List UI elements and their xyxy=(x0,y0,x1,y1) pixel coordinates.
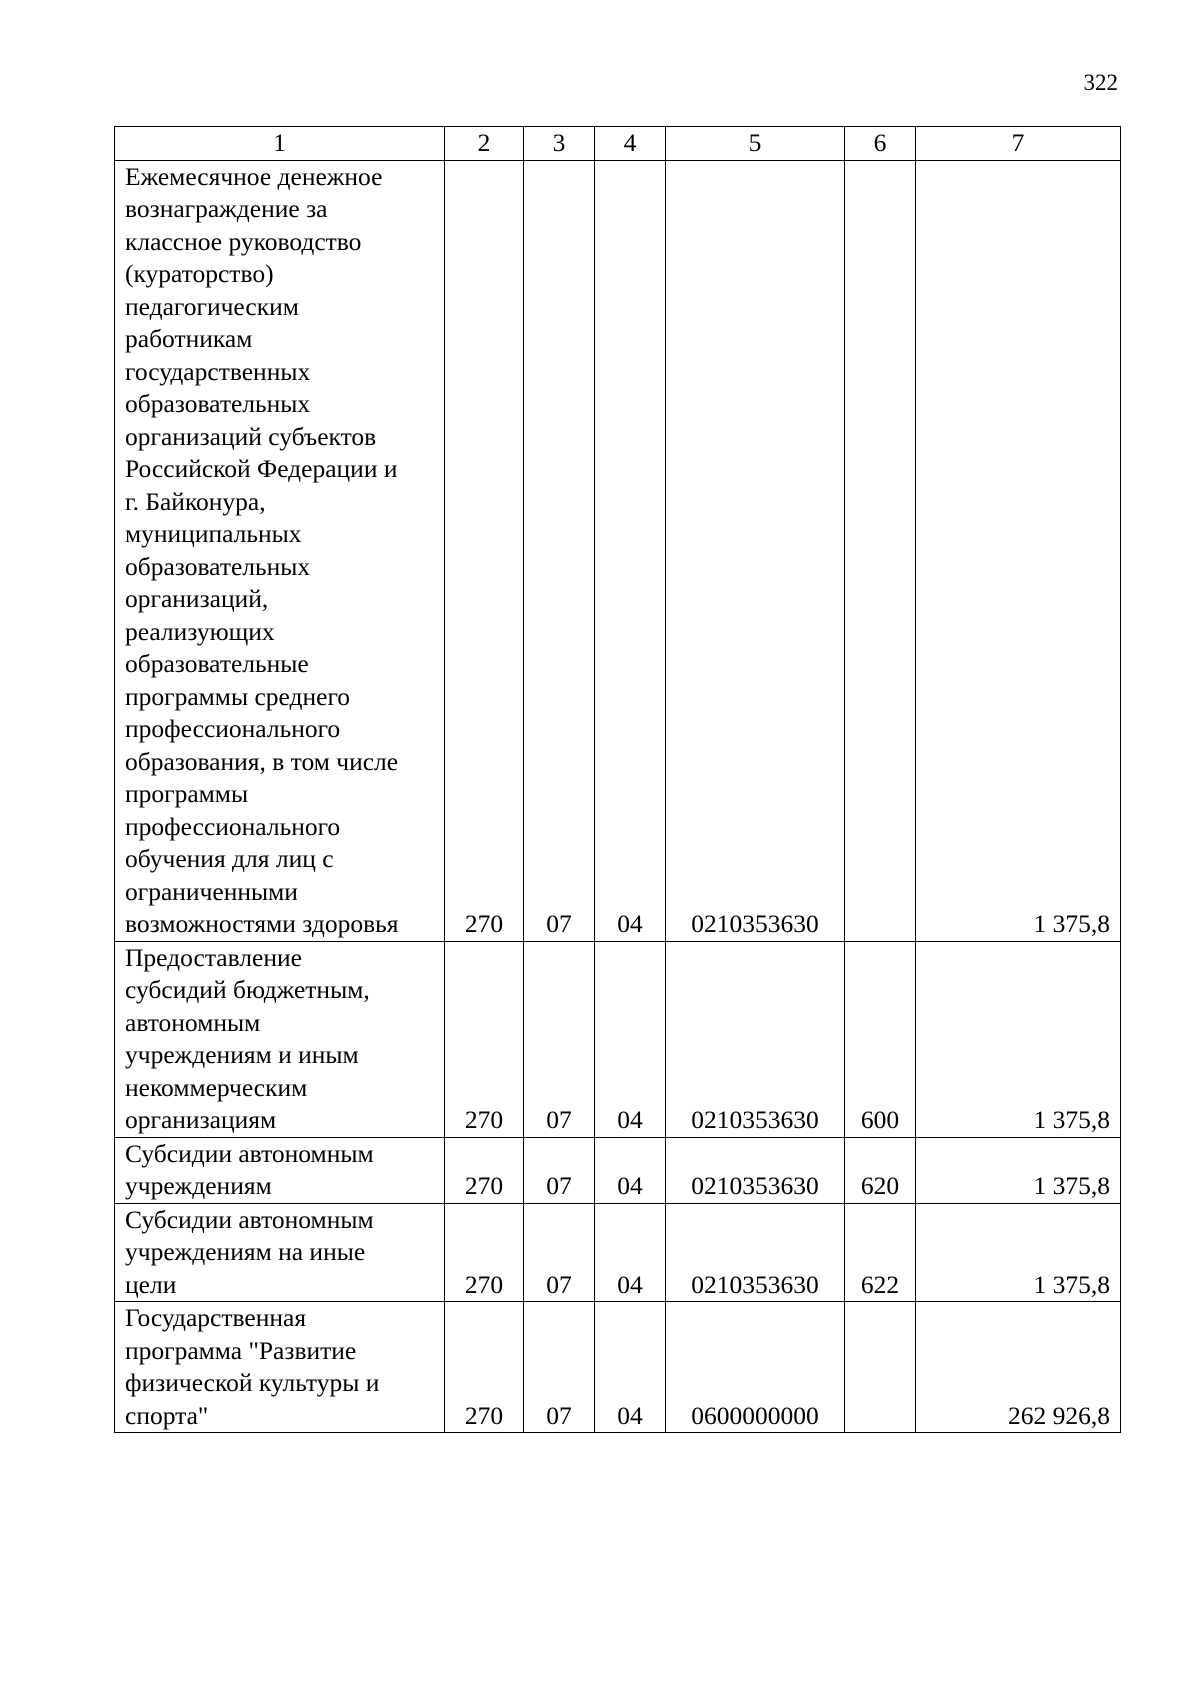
row-name: Ежемесячное денежное вознаграждение за классное руководство (кураторство) педагогическим работникам государственных образовательных организаций субъектов Российской Федерации и г. Байконура, муниципальных образовательных организаций, реализующих образовательные программы среднего профессионального образования, в том числе программы профессионального обучения для лиц с ограниченными возможностями здоровья xyxy=(115,160,445,941)
table-body xyxy=(115,160,1121,1433)
header-col-3: 3 xyxy=(524,127,595,161)
row-section-code: 07 xyxy=(524,941,595,1137)
header-col-5: 5 xyxy=(666,127,845,161)
row-subsection-code: 04 xyxy=(595,1137,666,1203)
row-target-article: 0210353630 xyxy=(666,160,845,941)
row-amount: 1 375,8 xyxy=(916,160,1121,941)
row-ministry-code: 270 xyxy=(445,941,524,1137)
row-target-article: 0210353630 xyxy=(666,941,845,1137)
row-amount: 262 926,8 xyxy=(916,1302,1121,1433)
row-expense-type: 622 xyxy=(845,1203,916,1302)
row-ministry-code: 270 xyxy=(445,1137,524,1203)
row-ministry-code: 270 xyxy=(445,1302,524,1433)
page-number: 322 xyxy=(1083,70,1118,95)
row-subsection-code: 04 xyxy=(595,1203,666,1302)
header-col-4: 4 xyxy=(595,127,666,161)
row-section-code: 07 xyxy=(524,1302,595,1433)
row-ministry-code: 270 xyxy=(445,160,524,941)
row-section-code: 07 xyxy=(524,160,595,941)
row-subsection-code: 04 xyxy=(595,941,666,1137)
row-expense-type: 620 xyxy=(845,1137,916,1203)
row-ministry-code: 270 xyxy=(445,1203,524,1302)
table-row xyxy=(115,1302,1121,1433)
table-row xyxy=(115,1137,1121,1203)
row-amount: 1 375,8 xyxy=(916,1203,1121,1302)
budget-table xyxy=(114,126,1121,1433)
header-col-7: 7 xyxy=(916,127,1121,161)
row-expense-type xyxy=(845,160,916,941)
row-amount: 1 375,8 xyxy=(916,1137,1121,1203)
row-expense-type xyxy=(845,1302,916,1433)
header-col-2: 2 xyxy=(445,127,524,161)
row-amount: 1 375,8 xyxy=(916,941,1121,1137)
row-expense-type: 600 xyxy=(845,941,916,1137)
table-row xyxy=(115,1203,1121,1302)
row-name: Государственная программа "Развитие физической культуры и спорта" xyxy=(115,1302,445,1433)
row-name: Предоставление субсидий бюджетным, автономным учреждениям и иным некоммерческим организациям xyxy=(115,941,445,1137)
table-row xyxy=(115,160,1121,941)
table-row xyxy=(115,941,1121,1137)
row-target-article: 0210353630 xyxy=(666,1203,845,1302)
header-row xyxy=(115,127,1121,161)
row-name: Субсидии автономным учреждениям xyxy=(115,1137,445,1203)
row-subsection-code: 04 xyxy=(595,1302,666,1433)
table-header xyxy=(115,127,1121,161)
row-target-article: 0600000000 xyxy=(666,1302,845,1433)
header-col-1: 1 xyxy=(115,127,445,161)
header-col-6: 6 xyxy=(845,127,916,161)
row-name: Субсидии автономным учреждениям на иные цели xyxy=(115,1203,445,1302)
row-subsection-code: 04 xyxy=(595,160,666,941)
row-section-code: 07 xyxy=(524,1137,595,1203)
row-target-article: 0210353630 xyxy=(666,1137,845,1203)
row-section-code: 07 xyxy=(524,1203,595,1302)
